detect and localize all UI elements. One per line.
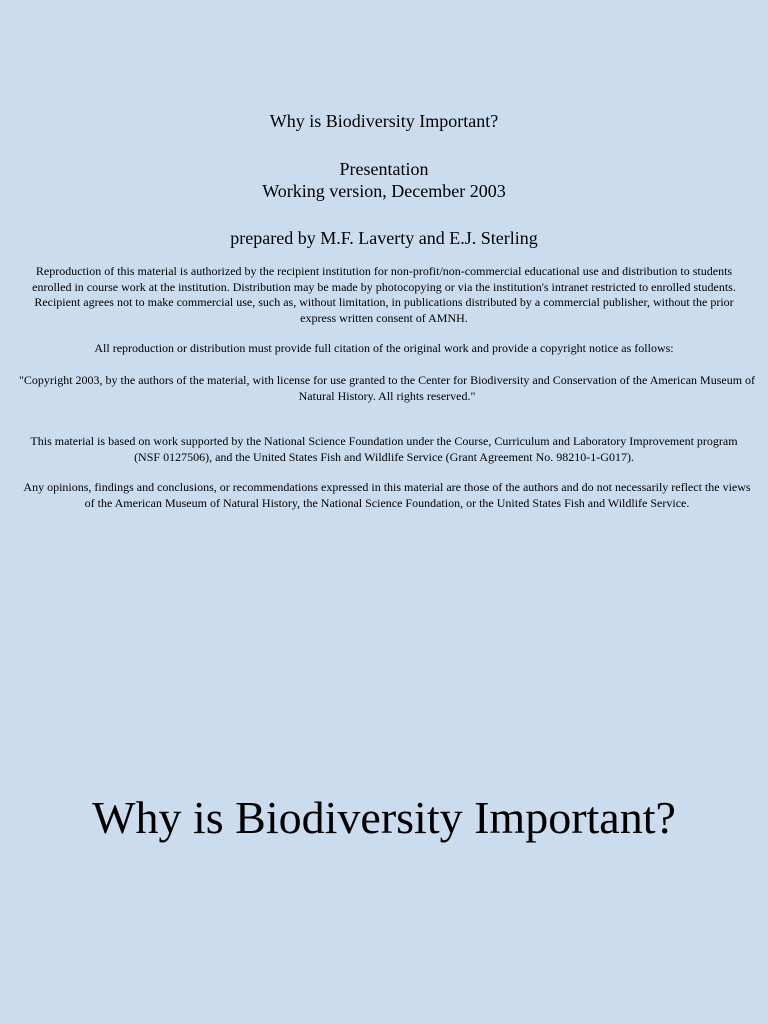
cover-title: Why is Biodiversity Important? — [269, 111, 499, 131]
slide-title: Why is Biodiversity Important? — [92, 792, 676, 843]
version-line: Working version, December 2003 — [262, 181, 506, 201]
reproduction-notice: Reproduction of this material is authorized by the recipient institution for non-profit/non-commercial educational use and distribution to students enrolled in course work at the institution. Distribution may be made by photocopying or via the institution's intranet restricted to enrolled students. Recipient agrees not to make commercial use, such as, without limitation, in publications distributed by a commercial publisher, without the prior express written consent of AMNH. — [32, 264, 736, 325]
citation-requirement: All reproduction or distribution must provide full citation of the original work and provide a copyright notice as follows: — [94, 341, 674, 355]
funding-acknowledgement: This material is based on work supported by the National Science Foundation under the Course, Curriculum and Laboratory Improvement program (NSF 0127506), and the United States Fish and Wildlife Service (Grant Agreement No. 98210-1-G017). — [30, 434, 738, 464]
authors-line: prepared by M.F. Laverty and E.J. Sterling — [230, 228, 538, 248]
copyright-notice: "Copyright 2003, by the authors of the material, with license for use granted to the Center for Biodiversity and Conservation of the American Museum of Natural History. All rights reserved." — [18, 373, 756, 403]
document-type: Presentation — [339, 159, 429, 179]
disclaimer: Any opinions, findings and conclusions, or recommendations expressed in this material are those of the authors and do not necessarily reflect the views of the American Museum of Natural History, the National Science Foundation, or the United States Fish and Wildlife Service. — [23, 480, 751, 510]
